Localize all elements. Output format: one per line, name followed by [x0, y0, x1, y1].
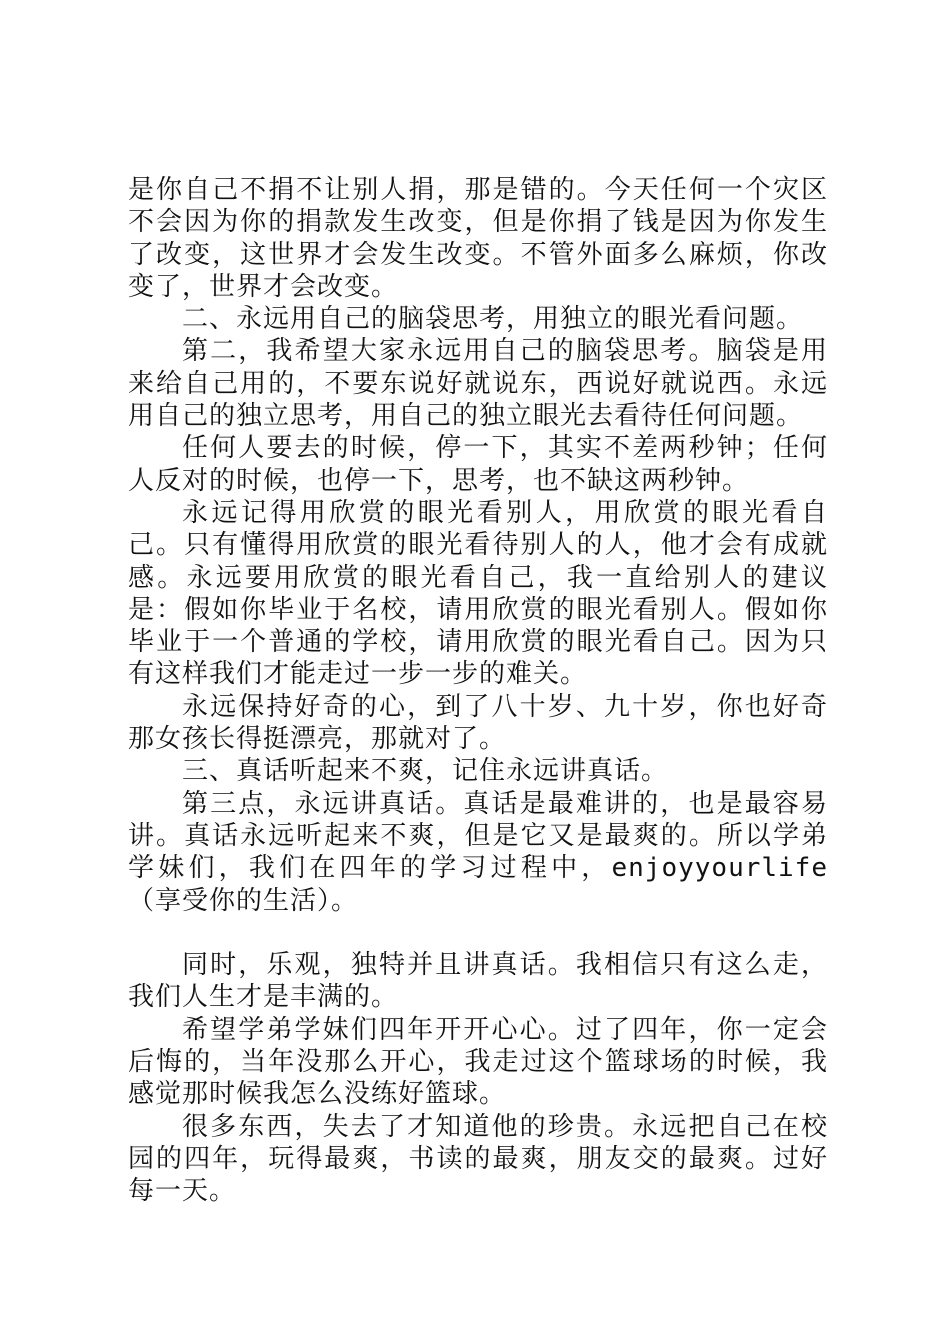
blank-line	[128, 917, 828, 949]
paragraph-11: 很多东西，失去了才知道他的珍贵。永远把自己在校园的四年，玩得最爽，书读的最爽，朋友交的最爽。过好每一天。	[128, 1111, 828, 1207]
paragraph-8: 第三点，永远讲真话。真话是最难讲的，也是最容易讲。真话永远听起来不爽，但是它又是最爽的。所以学弟学妹们，我们在四年的学习过程中，enjoyyourlife（享受你的生活）。	[128, 788, 828, 916]
paragraph-10: 希望学弟学妹们四年开开心心。过了四年，你一定会后悔的，当年没那么开心，我走过这个篮球场的时候，我感觉那时候我怎么没练好篮球。	[128, 1014, 828, 1110]
paragraph-7-heading: 三、真话听起来不爽，记住永远讲真话。	[182, 756, 669, 787]
paragraph-6: 永远保持好奇的心，到了八十岁、九十岁，你也好奇那女孩长得挺漂亮，那就对了。	[128, 691, 828, 755]
paragraph-2-heading: 二、永远用自己的脑袋思考，用独立的眼光看问题。	[182, 304, 804, 335]
paragraph-3: 第二，我希望大家永远用自己的脑袋思考。脑袋是用来给自己用的，不要东说好就说东，西说好就说西。永远用自己的独立思考，用自己的独立眼光去看待任何问题。	[128, 336, 828, 432]
paragraph-5: 永远记得用欣赏的眼光看别人，用欣赏的眼光看自己。只有懂得用欣赏的眼光看待别人的人，他才会有成就感。永远要用欣赏的眼光看自己，我一直给别人的建议是：假如你毕业于名校，请用欣赏的眼光看别人。假如你毕业于一个普通的学校，请用欣赏的眼光看自己。因为只有这样我们才能走过一步一步的难关。	[128, 497, 828, 690]
paragraph-4: 任何人要去的时候，停一下，其实不差两秒钟；任何人反对的时候，也停一下，思考，也不缺这两秒钟。	[128, 433, 828, 496]
paragraph-1: 是你自己不捐不让别人捐，那是错的。今天任何一个灾区不会因为你的捐款发生改变，但是你捐了钱是因为你发生了改变，这世界才会发生改变。不管外面多么麻烦，你改变了，世界才会改变。	[128, 175, 828, 302]
document-body	[128, 174, 828, 1208]
paragraph-9: 同时，乐观，独特并且讲真话。我相信只有这么走，我们人生才是丰满的。	[128, 950, 828, 1013]
